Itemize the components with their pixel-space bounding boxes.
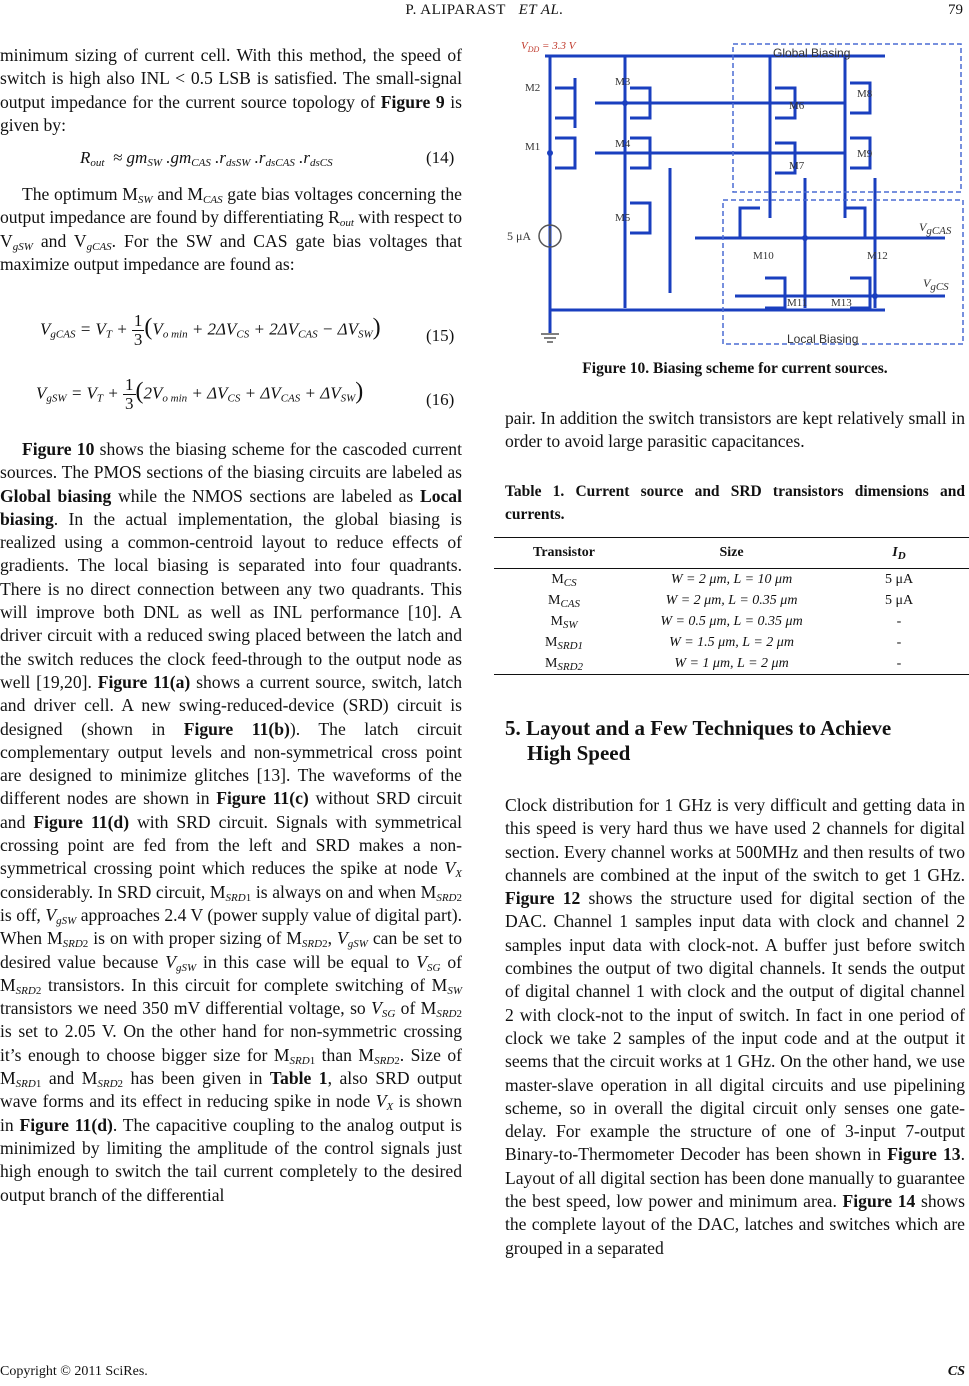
vgcs-label: $V_{gCS}$ xyxy=(923,276,949,293)
transistor-label-m8: M8 xyxy=(857,88,873,100)
left-column xyxy=(0,44,462,137)
table-row: $M_{CAS}$ W = 2 μm, L = 0.35 μm 5 μA xyxy=(547,592,914,610)
table-header-size: Size xyxy=(719,545,744,560)
figure-10-caption: Figure 10. Biasing scheme for current sources. xyxy=(582,360,888,377)
transistor-label-m2: M2 xyxy=(525,82,541,94)
table-row: $M_{SRD2}$ W = 1 μm, L = 2 μm - xyxy=(544,655,902,673)
transistor-label-m7: M7 xyxy=(789,160,805,172)
paragraph-section-5: Clock distribution for 1 GHz is very difficult and getting data in this speed is very hard thus we have used 2 channels for digital section. Every channel works at 500MHz and then results of two channels are combined at the input of the switch to get 1 GHz. Figure 12 shows the structure used for digital section of the DAC. Channel 1 samples input data with clock and channel 2 samples input data with clock-not. A buffer just before switch combines the output of two digital channels. It sends the output of digital channel 1 with clock and the output of digital channel 2 with clock-not to the input of switch. In fact in one period of clock we take 2 samples of the input code and at the output it seems that the circuit works at 1 GHz. On the other hand, we use master-slave operation in all digital circuits and use pipelining scheme, so in overall the digital circuit only senses one gate-delay. For example the structure of one of 3-input 7-output Binary-to-Thermometer Decoder has been shown in Figure 13. Layout of all digital section has been done manually to guarantee the best speed, low power and minimum area. Figure 14 shows the complete layout of the DAC, latches and switches which are grouped in a separated xyxy=(505,795,965,1258)
table-row: $M_{SRD1}$ W = 1.5 μm, L = 2 μm - xyxy=(544,634,902,652)
transistor-label-m11: M11 xyxy=(787,297,808,309)
table-1-caption: Table 1. Current source and SRD transistors dimensions and currents. xyxy=(505,483,965,523)
equation-number-15: (15) xyxy=(426,326,455,345)
journal-footer: CS xyxy=(947,1364,965,1379)
current-source-label: 5 μA xyxy=(507,229,532,243)
section-5-title: 5. Layout and a Few Techniques to Achieve High Speed xyxy=(505,716,892,765)
figure-10-ref: Figure 10 xyxy=(22,439,95,459)
table-row: $M_{SW}$ W = 0.5 μm, L = 0.35 μm - xyxy=(550,613,902,631)
page-header xyxy=(0,2,969,24)
equation-15: $V_{gCAS} = V_T$ + $\frac{1}{3}$ $(V_{o min} + 2\Delta V_{CS} + 2\Delta V_{CAS} - \Delta V_{SW})$ xyxy=(40,311,381,349)
transistor-label-m3: M3 xyxy=(615,76,631,88)
running-head: P. ALIPARAST ET AL. xyxy=(405,2,564,18)
transistor-label-m5: M5 xyxy=(615,212,631,224)
paragraph-biasing: Figure 10 shows the biasing scheme for the cascoded current sources. The PMOS sections of the biasing circuits are labeled as Global biasing while the NMOS sections are labeled as Local biasing. In the actual implementation, the global biasing is realized using a common-centroid layout to reduce effects of gradients. The local biasing is separated into four quadrants. There is no direct connection between any two quadrants. This will improve both DNL as well as INL performance [10]. A driver circuit with a reduced swing placed between the latch and the switch reduces the clock feed-through to the output node as well [19,20]. Figure 11(a) shows a current source, switch, latch and driver cell. A new swing-reduced-device (SRD) circuit is designed (shown in Figure 11(b)). The latch circuit complementary output levels and non-symmetrical cross point are designed to minimize glitches [13]. The waveforms of the different nodes are shown in Figure 11(c) without SRD circuit and Figure 11(d) with SRD circuit. Signals with symmetrical crossing point are fed from the left and SRD makes a non-symmetrical crossing point which reduces the spike at node $V_X$ considerably. In SRD circuit, $M_{SRD1}$ is always on and when $M_{SRD2}$ is off, $V_{gSW}$ approaches 2.4 V (power supply value of digital part). When $M_{SRD2}$ is on with proper sizing of $M_{SRD2}$, $V_{gSW}$ can be set to desired value because $V_{gSW}$ in this case will be equal to $V_{SG}$ of $M_{SRD2}$ transistors. In this circuit for complete switching of $M_{SW}$ transistors we need 350 mV differential voltage, so $V_{SG}$ of $M_{SRD2}$ is set to 2.05 V. On the other hand for non-symmetric crossing it’s enough to choose bigger size for $M_{SRD1}$ than $M_{SRD2}$. Size of $M_{SRD1}$ and $M_{SRD2}$ has been given in Table 1, also SRD output wave forms and its effect in reducing spike in node $V_X$ is shown in Figure 11(d). The capacitive coupling to the analog output is minimized by limiting the amplitude of the control signals just high enough to switch the tail current completely to the desired output branch of the differential xyxy=(0,439,463,1205)
equation-number-14: (14) xyxy=(426,148,455,167)
paragraph-optimum: The optimum $M_{SW}$ and $M_{CAS}$ gate bias voltages concerning the output impedance are found by differentiating $R_{out}$ with respect to $V_{gSW}$ and $V_{gCAS}$. For the SW and CAS gate bias voltages that maximize output impedance are found as: xyxy=(0,184,462,274)
paragraph-intro: minimum sizing of current cell. With this method, the speed of switch is high also INL < 0.5 LSB is satisfied. The small-signal output impedance for the current source topology of Figure 9 is given by: xyxy=(0,45,463,135)
transistor-label-m6: M6 xyxy=(789,100,805,112)
equation-16: $V_{gSW} = V_T$ + $\frac{1}{3}$ $(2V_{o min} + \Delta V_{CS} + \Delta V_{CAS} + \Delta V_{SW})$ xyxy=(36,375,364,413)
table-header-transistor: Transistor xyxy=(533,545,595,560)
table-header-id: $I_D$ xyxy=(892,545,906,562)
transistor-label-m1: M1 xyxy=(525,141,541,153)
table-1 xyxy=(494,537,969,675)
transistor-label-m12: M12 xyxy=(867,250,888,262)
global-biasing-label: Global Biasing xyxy=(773,46,851,60)
page-number: 79 xyxy=(948,2,963,18)
paragraph-pair: pair. In addition the switch transistors are kept relatively small in order to avoid large parasitic capacitances. xyxy=(505,408,965,452)
equation-number-16: (16) xyxy=(426,390,455,409)
copyright-footer: Copyright © 2011 SciRes. xyxy=(0,1364,148,1379)
transistor-label-m9: M9 xyxy=(857,148,873,160)
equation-14: $R_{out} \approx gm_{SW}$ $.gm_{CAS}$ $.r_{dsSW}$ $.r_{dsCAS}$ $.r_{dsCS}$ xyxy=(80,148,333,169)
transistor-label-m10: M10 xyxy=(753,250,774,262)
vgcas-label: $V_{gCAS}$ xyxy=(919,220,952,237)
transistor-label-m13: M13 xyxy=(831,297,852,309)
local-biasing-label: Local Biasing xyxy=(787,332,859,346)
transistor-label-m4: M4 xyxy=(615,138,631,150)
figure-10-schematic xyxy=(505,38,965,348)
vdd-label: $V_{DD} = 3.3$ V xyxy=(521,40,576,54)
table-row: $M_{CS}$ W = 2 μm, L = 10 μm 5 μA xyxy=(551,571,914,589)
